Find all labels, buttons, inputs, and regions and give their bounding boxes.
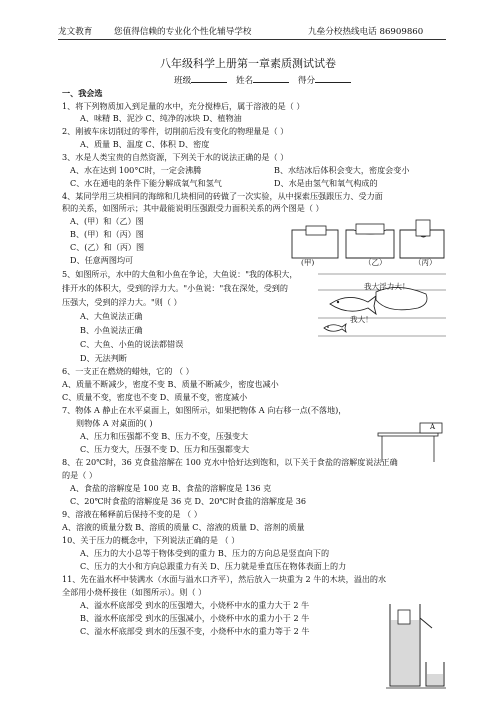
class-label: 班级	[174, 76, 192, 86]
question-3-option-b: B、水结冰后体积会变大，密度会变小	[274, 165, 410, 175]
header-rule	[58, 39, 446, 40]
big-fish	[330, 296, 376, 314]
small-fish	[324, 324, 346, 332]
page-title: 八年级科学上册第一章素质测试试卷	[160, 57, 336, 70]
name-label: 姓名	[235, 76, 254, 86]
question-11: 11、先在溢水杯中装满水（水面与溢水口齐平），然后放入一块重为 2 牛的木块，溢出的水	[62, 574, 387, 584]
brick-yi	[356, 224, 384, 234]
sponge-label-jia: (甲)	[301, 258, 315, 267]
question-1-options: A、味精 B、泥沙 C、纯净的冰块 D、植物油	[80, 113, 242, 123]
question-10-options-cd: C、压力的大小和方向总跟重力有关 D、压力就是垂直压在物体表面上的力	[80, 561, 347, 571]
question-5-cont-2: 压强大，受到的浮力大。"则（ ）	[62, 297, 182, 307]
question-8-options-ab: A、食盐的溶解度是 100 克 B、食盐的溶解度是 136 克	[70, 483, 272, 493]
sponge-label-bing: （丙）	[414, 258, 437, 267]
question-3-option-a: A、水在达到 100°C时，一定会沸腾	[70, 165, 202, 175]
question-6-options-cd: C、质量不变，密度也不变 D、质量不变，密度减小	[62, 392, 248, 402]
big-fish-eye	[337, 301, 339, 303]
table-top	[378, 433, 438, 436]
question-4-option-c: C、(乙）和（丙）图	[70, 242, 145, 252]
overflow-spout	[420, 618, 432, 628]
question-5-option-d: D、无法判断	[80, 353, 127, 363]
student-info-row	[174, 73, 357, 86]
question-4-cont: 积的关系，如图所示；其中最能说明压强跟受力面积关系的两个图是（ ）	[62, 203, 324, 213]
name-field[interactable]	[253, 73, 289, 83]
question-4-option-b: B、(甲）和（丙）图	[70, 229, 144, 239]
score-field[interactable]	[315, 73, 351, 83]
question-8-cont: 的是（ ）	[62, 470, 97, 480]
question-11-option-c: C、溢水杯底部受 到水的压强不变，小烧杯中水的重力等于 2 牛	[80, 626, 310, 636]
question-11-option-a: A、溢水杯底部受 到水的压强增大，小烧杯中水的重力大于 2 牛	[80, 600, 310, 610]
block-a-label: A	[430, 423, 436, 431]
cup-water	[391, 620, 419, 685]
brick-jia	[306, 226, 326, 235]
small-fish-eye	[327, 326, 329, 328]
question-7-cont: 则物体 A 对桌面的( )	[76, 418, 153, 428]
question-10-options-ab: A、压力的大小总等于物体受到的重力 B、压力的方向总是竖直向下的	[80, 548, 330, 558]
question-4-option-a: A、(甲）和（乙）图	[70, 216, 144, 226]
small-fish-speech: 我大！	[350, 315, 373, 324]
wooden-block	[398, 610, 410, 624]
score-label: 得分	[297, 76, 316, 86]
sponge-label-yi: （乙）	[364, 258, 387, 267]
question-11-option-b: B、溢水杯底部受 到水的压强减小，小烧杯中水的重力小于 2 牛	[80, 613, 310, 623]
overflow-cup-figure	[386, 596, 446, 696]
question-7-options-cd: C、压力变大，压强不变 D、压力和压强都变大	[80, 444, 250, 454]
question-3-option-d: D、水是由氢气和氧气构成的	[274, 178, 378, 188]
question-6: 6、一支正在燃烧的蜡烛，它的 （ ）	[62, 366, 194, 376]
question-4-option-d: D、任意两图均可	[70, 255, 134, 265]
question-3: 3、水是人类宝贵的自然资源，下列关于水的说法正确的是（ ）	[62, 152, 289, 162]
question-7: 7、物体 A 静止在水平桌面上，如图所示，如果把物体 A 向右移一点(不落地)，	[62, 405, 347, 415]
question-9-options: A、溶液的质量分数 B、溶质的质量 C、溶液的质量 D、溶剂的质量	[62, 522, 305, 532]
header-hotline: 九垒分校热线电话 86909860	[308, 27, 424, 37]
question-8: 8、在 20℃时，36 克食盐溶解在 100 克水中恰好达到饱和，以下关于食盐的溶解度说法正确	[62, 457, 398, 467]
header-slogan: 您值得信赖的专业化个性化辅导学校	[114, 27, 252, 37]
question-2-options: A、质量 B、温度 C、体积 D、密度	[80, 139, 210, 149]
brick-bing	[416, 220, 430, 236]
question-5-option-a: A、大鱼说法正确	[80, 311, 143, 321]
question-1: 1、将下列物质加入到足量的水中，充分搅棒后，属于溶液的是（ ）	[62, 101, 305, 111]
beaker-water	[427, 674, 443, 685]
section-heading: 一、我会选	[62, 88, 103, 98]
question-7-options-ab: A、压力和压强都不变 B、压力不变，压强变大	[80, 431, 249, 441]
question-8-options-cd: C、20℃时食盐的溶解度是 36 克 D、20℃时食盐的溶解度是 36	[70, 496, 307, 506]
big-fish-speech: 我大浮力大！	[364, 282, 410, 291]
question-3-option-c: C、水在通电的条件下能分解成氧气和氢气	[70, 178, 222, 188]
question-5-option-b: B、小鱼说法正确	[80, 325, 143, 335]
question-4: 4、某同学用三块相同的海绵和几块相同的砖做了一次实验，从中探索压强跟压力、受力面	[62, 191, 383, 201]
header-school: 龙文教育	[58, 27, 93, 37]
question-10: 10、关于压力的概念中，下列说法正确的是 （ ）	[62, 535, 240, 545]
table-block-figure	[376, 420, 446, 464]
question-11-cont: 全部用小烧杯接住（如图所示）。则（ ）	[62, 587, 207, 597]
class-field[interactable]	[191, 73, 227, 83]
question-6-options-ab: A、质量不断减少，密度不变 B、质量不断减少，密度也减小	[62, 379, 279, 389]
question-9: 9、溶液在稀释前后保持不变的是 （ ）	[62, 509, 202, 519]
question-2: 2、刚被车床切削过的零件，切削前后没有变化的物理量是（ ）	[62, 126, 289, 136]
question-5: 5、如图所示，水中的大鱼和小鱼在争论，大鱼说："我的体积大，	[62, 269, 298, 279]
question-5-option-c: C、大鱼、小鱼的说法都错误	[80, 339, 184, 349]
question-5-cont-1: 排开水的体积大，受到的浮力大。"小鱼说："我在深处，受到的	[62, 283, 288, 293]
